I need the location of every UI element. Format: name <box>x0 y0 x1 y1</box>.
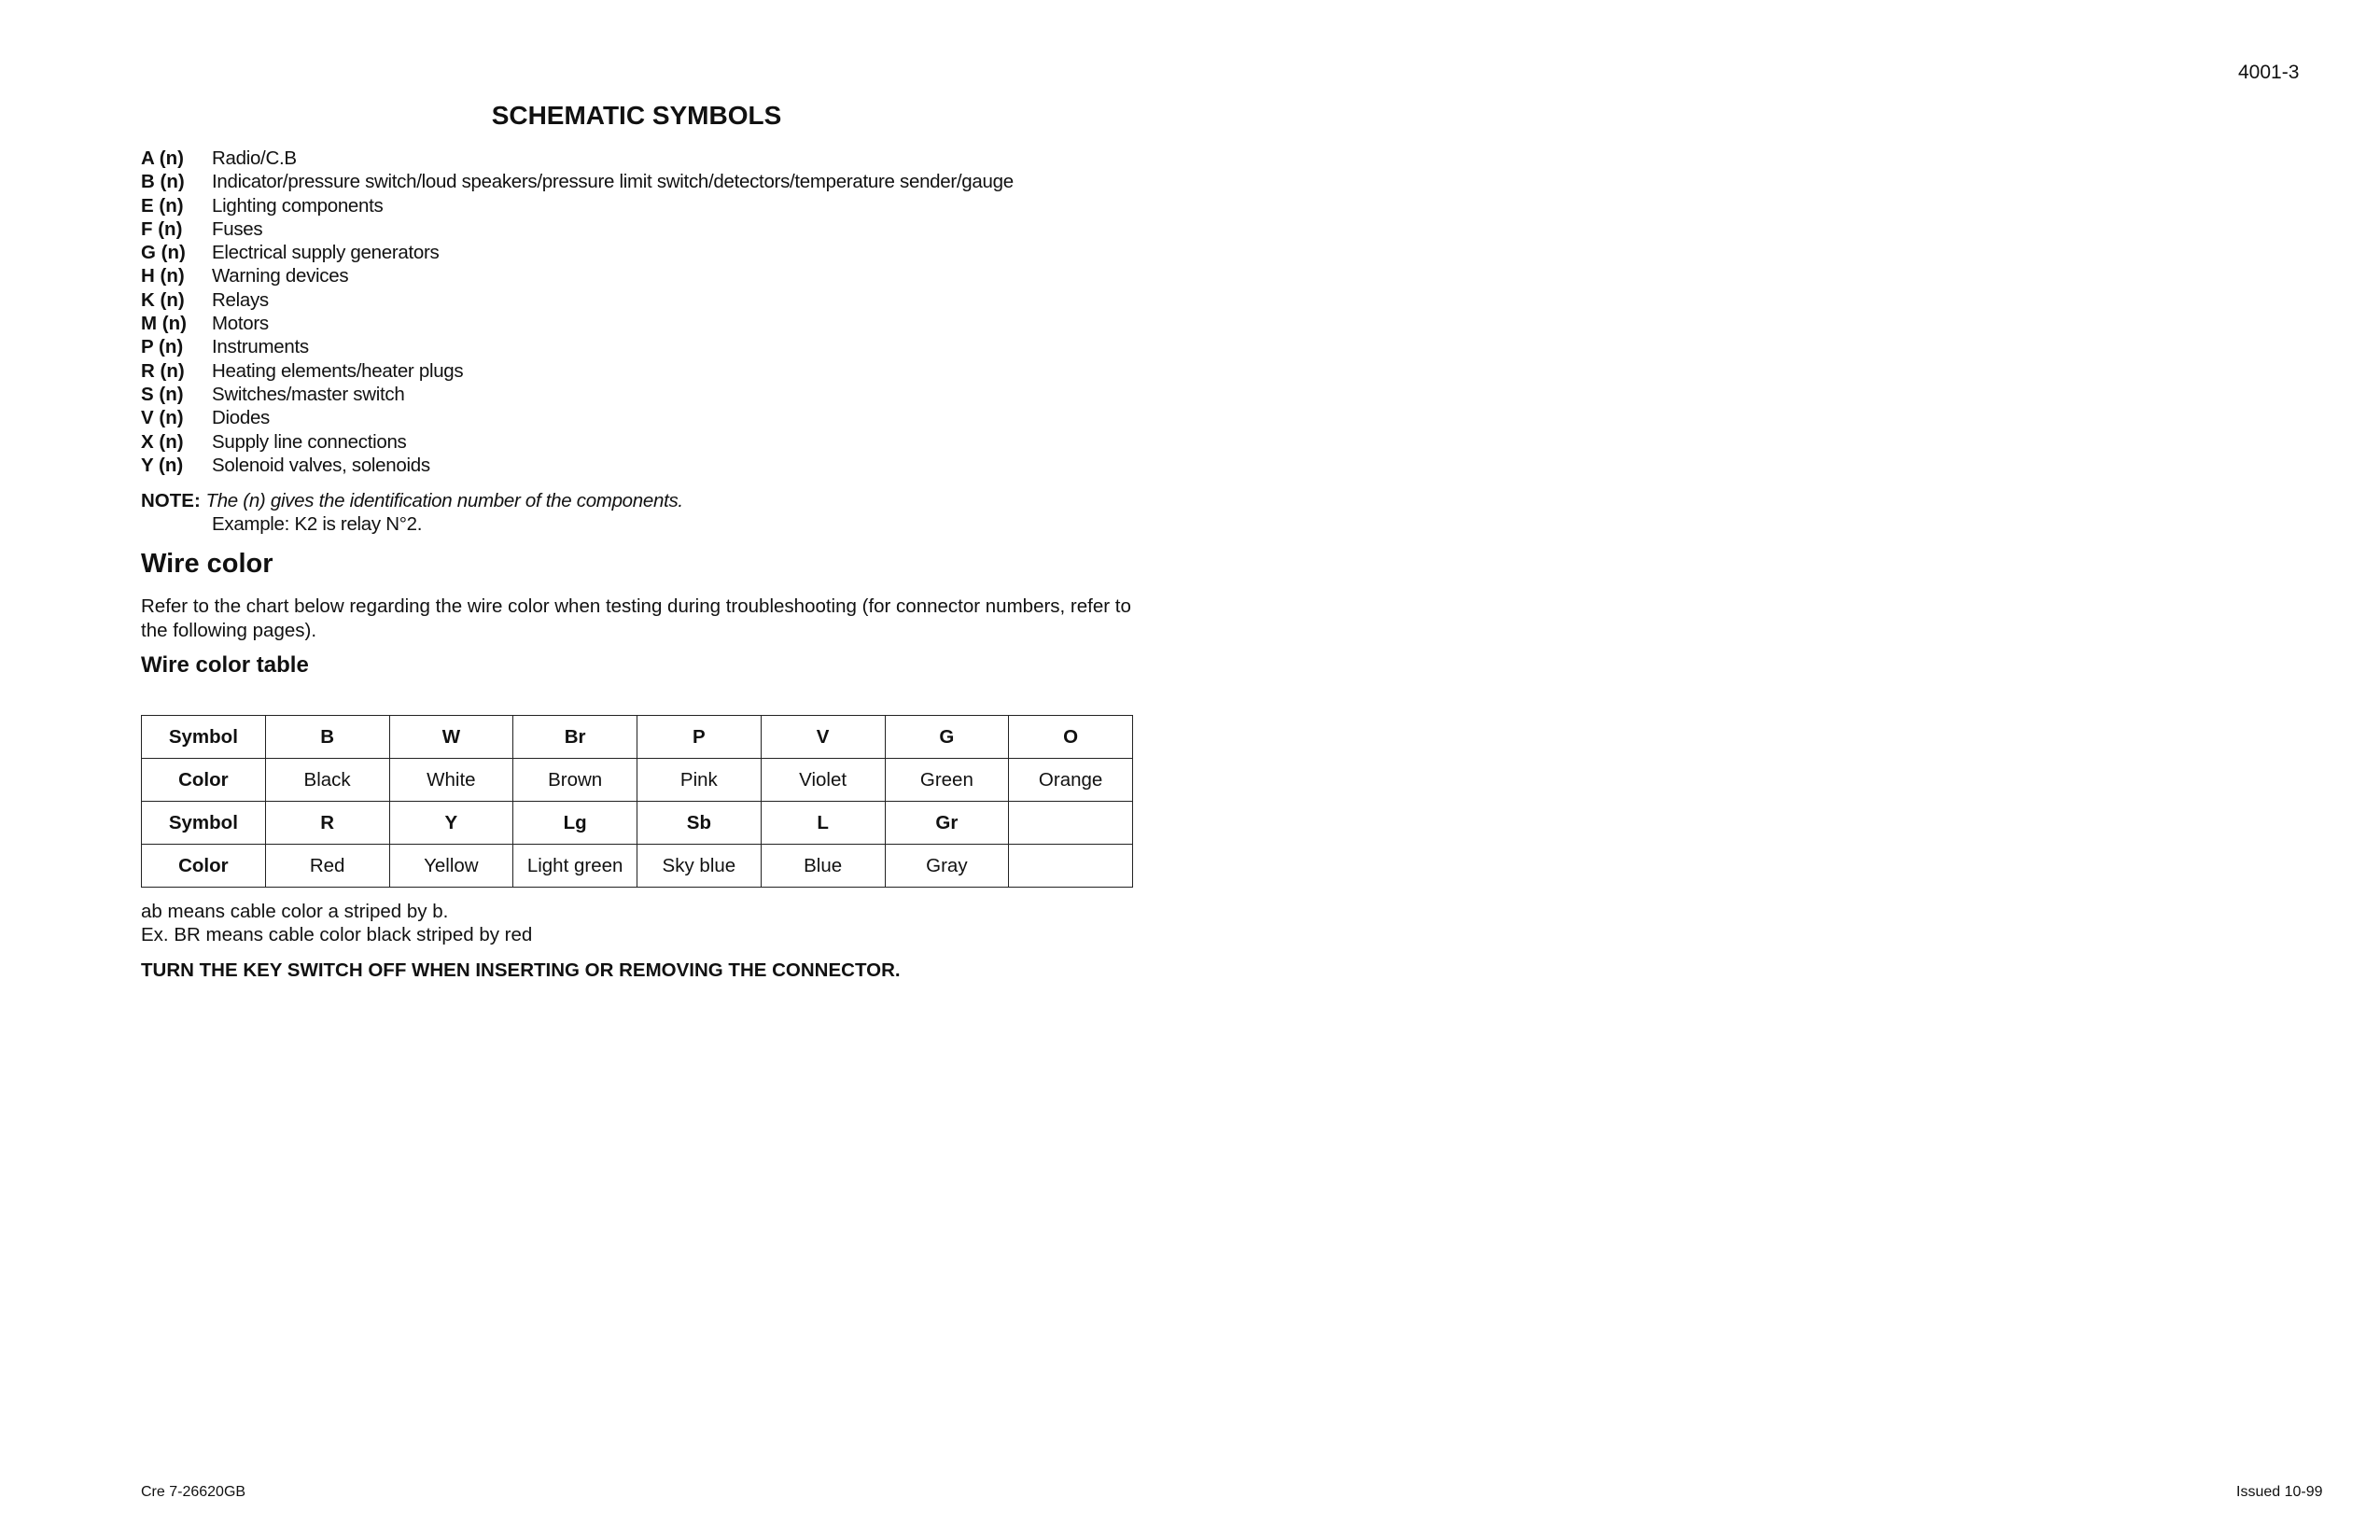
symbol-code: K (n) <box>141 288 185 311</box>
table-cell: O <box>1009 716 1133 759</box>
symbol-code: Y (n) <box>141 454 184 476</box>
symbol-description: Instruments <box>212 336 309 358</box>
table-cell: Black <box>265 759 389 802</box>
table-cell: Violet <box>761 759 885 802</box>
symbol-row <box>141 217 1014 241</box>
table-cell: G <box>885 716 1009 759</box>
table-cell: W <box>389 716 513 759</box>
wire-color-table <box>141 715 1133 888</box>
table-cell: Brown <box>513 759 637 802</box>
footer-issue-date: Issued 10-99 <box>2236 1484 2323 1500</box>
footer-document-code: Cre 7-26620GB <box>141 1484 246 1500</box>
table-cell: Red <box>265 845 389 888</box>
symbol-description: Supply line connections <box>212 430 407 453</box>
table-cell: Orange <box>1009 759 1133 802</box>
note-block <box>141 489 683 537</box>
symbol-description: Heating elements/heater plugs <box>212 359 464 382</box>
symbol-description: Relays <box>212 288 269 311</box>
table-cell: Sky blue <box>637 845 762 888</box>
warning-text: TURN THE KEY SWITCH OFF WHEN INSERTING OR REMOVING THE CONNECTOR. <box>141 959 901 981</box>
stripe-example: Ex. BR means cable color black striped by red <box>141 924 533 946</box>
wire-color-table-heading: Wire color table <box>141 652 309 678</box>
symbol-code: S (n) <box>141 383 184 405</box>
symbol-code: H (n) <box>141 265 185 287</box>
table-cell: Y <box>389 802 513 845</box>
table-cell: B <box>265 716 389 759</box>
symbol-description: Radio/C.B <box>212 147 297 169</box>
symbol-code: E (n) <box>141 194 184 217</box>
symbol-code: A (n) <box>141 147 184 169</box>
table-cell <box>1009 802 1133 845</box>
symbol-row <box>141 288 1014 312</box>
stripe-note-block <box>141 900 532 947</box>
symbol-code: F (n) <box>141 217 183 240</box>
symbol-code: X (n) <box>141 430 184 453</box>
table-cell: Yellow <box>389 845 513 888</box>
table-cell: P <box>637 716 762 759</box>
table-cell: White <box>389 759 513 802</box>
schematic-symbol-list <box>141 147 1014 477</box>
table-row <box>142 759 1133 802</box>
wire-color-heading: Wire color <box>141 549 273 579</box>
symbol-description: Motors <box>212 313 269 335</box>
symbol-row <box>141 359 1014 383</box>
symbol-code: V (n) <box>141 407 184 429</box>
symbol-description: Diodes <box>212 407 271 429</box>
symbol-code: M (n) <box>141 313 187 335</box>
table-cell: Blue <box>761 845 885 888</box>
table-cell: Sb <box>637 802 762 845</box>
symbol-row <box>141 430 1014 454</box>
symbol-code: G (n) <box>141 242 186 264</box>
note-label: NOTE: <box>141 490 201 511</box>
symbol-row <box>141 406 1014 429</box>
symbol-code: R (n) <box>141 359 185 382</box>
table-row <box>142 802 1133 845</box>
symbol-row <box>141 264 1014 287</box>
symbol-row <box>141 170 1014 193</box>
page-number: 4001-3 <box>2238 62 2300 83</box>
table-cell: V <box>761 716 885 759</box>
row-header: Color <box>142 759 266 802</box>
symbol-row <box>141 312 1014 335</box>
table-cell: Lg <box>513 802 637 845</box>
row-header: Symbol <box>142 716 266 759</box>
table-cell <box>1009 845 1133 888</box>
row-header: Symbol <box>142 802 266 845</box>
note-example: Example: K2 is relay N°2. <box>212 513 423 536</box>
table-cell: Light green <box>513 845 637 888</box>
symbol-description: Warning devices <box>212 265 349 287</box>
symbol-description: Electrical supply generators <box>212 242 440 264</box>
table-cell: Br <box>513 716 637 759</box>
symbol-row <box>141 194 1014 217</box>
symbol-description: Indicator/pressure switch/loud speakers/pressure limit switch/detectors/temperature sender/gauge <box>212 171 1014 193</box>
symbol-code: P (n) <box>141 336 184 358</box>
page-title: SCHEMATIC SYMBOLS <box>491 101 782 130</box>
table-cell: Gray <box>885 845 1009 888</box>
table-cell: R <box>265 802 389 845</box>
symbol-row <box>141 147 1014 170</box>
symbol-description: Switches/master switch <box>212 383 405 405</box>
table-row <box>142 716 1133 759</box>
symbol-row <box>141 241 1014 264</box>
note-text: The (n) gives the identification number of the components. <box>205 490 683 511</box>
symbol-row <box>141 383 1014 406</box>
table-cell: Gr <box>885 802 1009 845</box>
symbol-description: Lighting components <box>212 194 384 217</box>
table-row <box>142 845 1133 888</box>
symbol-code: B (n) <box>141 171 185 193</box>
wire-color-paragraph: Refer to the chart below regarding the wire color when testing during troubleshooting (for connector numbers, refer to the following pages). <box>141 595 1131 641</box>
stripe-note: ab means cable color a striped by b. <box>141 901 449 922</box>
symbol-description: Fuses <box>212 217 263 240</box>
symbol-row <box>141 454 1014 477</box>
table-cell: Green <box>885 759 1009 802</box>
table-cell: Pink <box>637 759 762 802</box>
row-header: Color <box>142 845 266 888</box>
table-cell: L <box>761 802 885 845</box>
symbol-description: Solenoid valves, solenoids <box>212 454 430 476</box>
symbol-row <box>141 335 1014 358</box>
